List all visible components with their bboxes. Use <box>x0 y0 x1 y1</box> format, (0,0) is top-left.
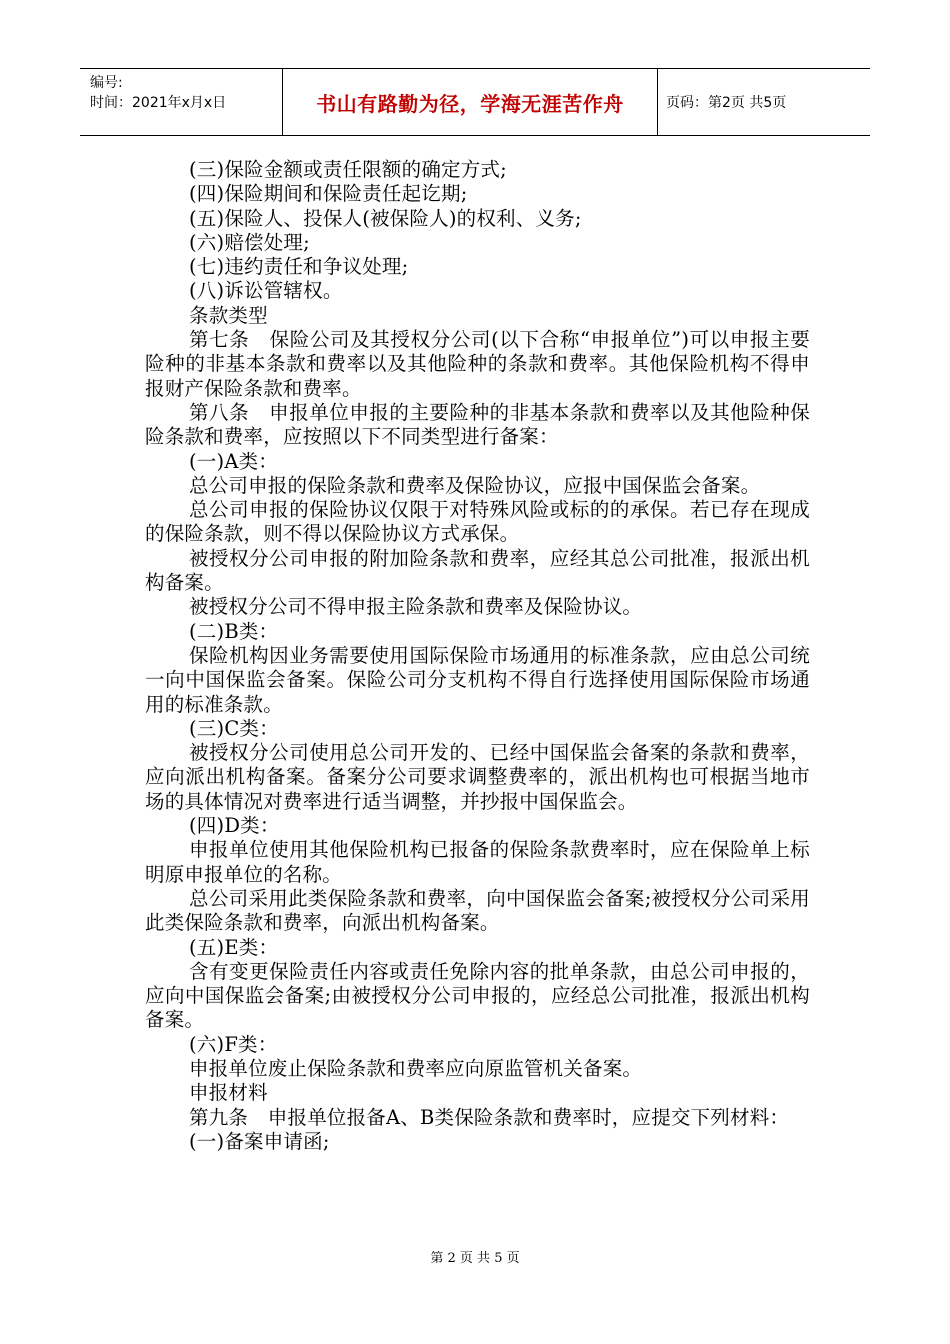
paragraph: (四)保险期间和保险责任起讫期; <box>189 182 468 206</box>
paragraph: (七)违约责任和争议处理; <box>189 255 409 279</box>
paragraph: 保险机构因业务需要使用国际保险市场通用的标准条款，应由总公司统一向中国保监会备案。保险公司分支机构不得自行选择使用国际保险市场通用的标准条款。 <box>145 643 810 716</box>
header-meta <box>80 69 283 135</box>
paragraph: 含有变更保险责任内容或责任免除内容的批单条款，由总公司申报的，应向中国保监会备案;由被授权分公司申报的，应经总公司批准，报派出机构备案。 <box>145 959 810 1032</box>
paragraph: (六)F类： <box>189 1032 278 1056</box>
document-number-label: 编号: <box>90 75 123 91</box>
paragraph: (三)保险金额或责任限额的确定方式; <box>189 158 507 181</box>
paragraph: (五)E类： <box>189 935 279 959</box>
document-body <box>145 158 810 1154</box>
paragraph: (二)B类： <box>189 619 279 643</box>
paragraph: (八)诉讼管辖权。 <box>189 279 343 303</box>
paragraph: 被授权分公司使用总公司开发的、已经中国保监会备案的条款和费率，应向派出机构备案。备案分公司要求调整费率的，派出机构也可根据当地市场的具体情况对费率进行适当调整，并抄报中国保监会。 <box>145 741 810 813</box>
paragraph: (一)A类： <box>189 449 278 473</box>
paragraph: 被授权分公司申报的附加险条款和费率，应经其总公司批准，报派出机构备案。 <box>145 546 810 595</box>
section-heading: 条款类型 <box>189 303 268 327</box>
paragraph: 申报单位废止保险条款和费率应向原监管机关备案。 <box>189 1056 643 1080</box>
document-date: 时间：2021年x月x日 <box>90 95 227 111</box>
page-footer: 第 2 页 共 5 页 <box>430 1251 520 1266</box>
paragraph: 总公司申报的保险条款和费率及保险协议，应报中国保监会备案。 <box>189 473 761 497</box>
paragraph: 被授权分公司不得申报主险条款和费率及保险协议。 <box>189 595 643 619</box>
page-header <box>80 68 870 136</box>
paragraph: (四)D类： <box>189 814 280 838</box>
section-heading: 申报材料 <box>189 1081 268 1105</box>
article-paragraph: 第八条 申报单位申报的主要险种的非基本条款和费率以及其他险种保险条款和费率，应按照以下不同类型进行备案： <box>145 400 810 449</box>
article-paragraph: 第九条 申报单位报备A、B类保险条款和费率时，应提交下列材料： <box>189 1105 790 1129</box>
article-paragraph: 第七条 保险公司及其授权分公司(以下合称“申报单位”)可以申报主要险种的非基本条款和费率以及其他险种的条款和费率。其他保险机构不得申报财产保险条款和费率。 <box>145 328 810 400</box>
header-motto: 书山有路勤为径，学海无涯苦作舟 <box>283 69 658 135</box>
paragraph: 总公司采用此类保险条款和费率，向中国保监会备案;被授权分公司采用此类保险条款和费率，向派出机构备案。 <box>145 886 810 935</box>
paragraph: (一)备案申请函; <box>189 1129 330 1153</box>
paragraph: (三)C类： <box>189 716 279 740</box>
paragraph: 总公司申报的保险协议仅限于对特殊风险或标的的承保。若已存在现成的保险条款，则不得以保险协议方式承保。 <box>145 498 810 546</box>
paragraph: (五)保险人、投保人(被保险人)的权利、义务; <box>189 206 582 230</box>
header-page-info: 页码：第2页 共5页 <box>666 95 787 111</box>
paragraph: (六)赔偿处理; <box>189 230 310 254</box>
paragraph: 申报单位使用其他保险机构已报备的保险条款费率时，应在保险单上标明原申报单位的名称。 <box>145 838 810 886</box>
